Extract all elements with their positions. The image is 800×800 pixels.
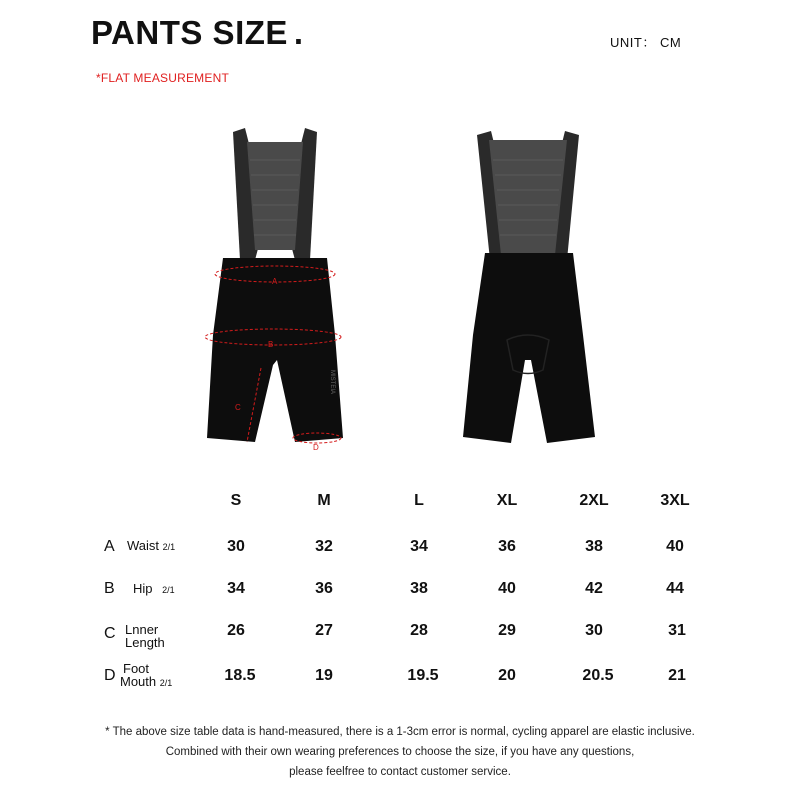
flat-measurement-note: *FLAT MEASUREMENT	[96, 71, 229, 85]
row-name-inner-length-line1: Lnner	[125, 622, 159, 637]
back-shorts-body	[463, 253, 595, 443]
title-dot: .	[293, 14, 304, 51]
row-name-foot-mouth-line1: Foot	[123, 661, 150, 676]
front-mesh-panel	[247, 142, 303, 250]
row-name-waist	[127, 539, 175, 554]
cell-inner-length-2xl: 30	[585, 622, 603, 639]
row-name-inner-length	[125, 623, 165, 649]
cell-foot-mouth-l: 19.5	[407, 667, 439, 684]
marker-a-label: A	[272, 277, 278, 286]
cell-hip-2xl: 42	[585, 580, 603, 597]
side-logo: MISTEIA	[329, 370, 335, 395]
row-letter-b: B	[104, 580, 115, 597]
marker-d-label: D	[313, 443, 319, 452]
footer-note-line1: * The above size table data is hand-measured, there is a 1-3cm error is normal, cycling apparel are elastic inclusive.	[105, 726, 695, 738]
unit-label: UNIT： CM	[610, 35, 682, 50]
row-fraction-hip: 2/1	[162, 585, 175, 595]
back-mesh-panel	[489, 140, 567, 255]
bib-shorts-front-image	[195, 120, 355, 460]
row-letter-a: A	[104, 538, 115, 555]
cell-waist-s: 30	[227, 538, 245, 555]
row-letter-c: C	[104, 625, 116, 642]
footer-note-line2: Combined with their own wearing preferences to choose the size, if you have any questions,	[165, 746, 635, 758]
cell-hip-xl: 40	[498, 580, 516, 597]
size-header-s: S	[230, 492, 242, 509]
cell-foot-mouth-xl: 20	[498, 667, 516, 684]
size-header-2xl: 2XL	[579, 492, 609, 509]
cell-inner-length-m: 27	[315, 622, 333, 639]
cell-foot-mouth-3xl: 21	[668, 667, 686, 684]
row-letter-d: D	[104, 667, 116, 684]
row-name-hip	[133, 582, 175, 597]
cell-inner-length-l: 28	[410, 622, 428, 639]
cell-waist-3xl: 40	[666, 538, 684, 555]
cell-foot-mouth-s: 18.5	[224, 667, 256, 684]
cell-hip-3xl: 44	[666, 580, 684, 597]
cell-inner-length-xl: 29	[498, 622, 516, 639]
title-text: PANTS SIZE	[91, 14, 288, 51]
cell-hip-s: 34	[227, 580, 245, 597]
cell-waist-2xl: 38	[585, 538, 603, 555]
bib-shorts-back-image	[455, 125, 615, 455]
row-name-hip-text: Hip	[133, 581, 153, 596]
cell-waist-m: 32	[315, 538, 333, 555]
size-header-3xl: 3XL	[660, 492, 690, 509]
row-fraction-foot-mouth: 2/1	[159, 678, 173, 688]
cell-inner-length-s: 26	[227, 622, 245, 639]
cell-foot-mouth-2xl: 20.5	[582, 667, 614, 684]
row-name-waist-text: Waist	[127, 538, 160, 553]
footer-note-line3: please feelfree to contact customer service.	[289, 766, 511, 778]
cell-hip-l: 38	[410, 580, 428, 597]
row-name-foot-mouth	[120, 662, 172, 690]
cell-inner-length-3xl: 31	[668, 622, 686, 639]
cell-foot-mouth-m: 19	[315, 667, 333, 684]
marker-c-label: C	[235, 403, 241, 412]
size-header-m: M	[317, 492, 331, 509]
row-fraction-waist: 2/1	[162, 542, 176, 552]
marker-b-label: B	[268, 340, 274, 349]
size-header-l: L	[414, 492, 424, 509]
cell-hip-m: 36	[315, 580, 333, 597]
size-header-xl: XL	[496, 492, 518, 509]
row-name-foot-mouth-line2: Mouth	[120, 674, 157, 689]
cell-waist-xl: 36	[498, 538, 516, 555]
page-title	[91, 14, 304, 52]
row-name-inner-length-line2: Length	[125, 635, 165, 650]
cell-waist-l: 34	[410, 538, 428, 555]
